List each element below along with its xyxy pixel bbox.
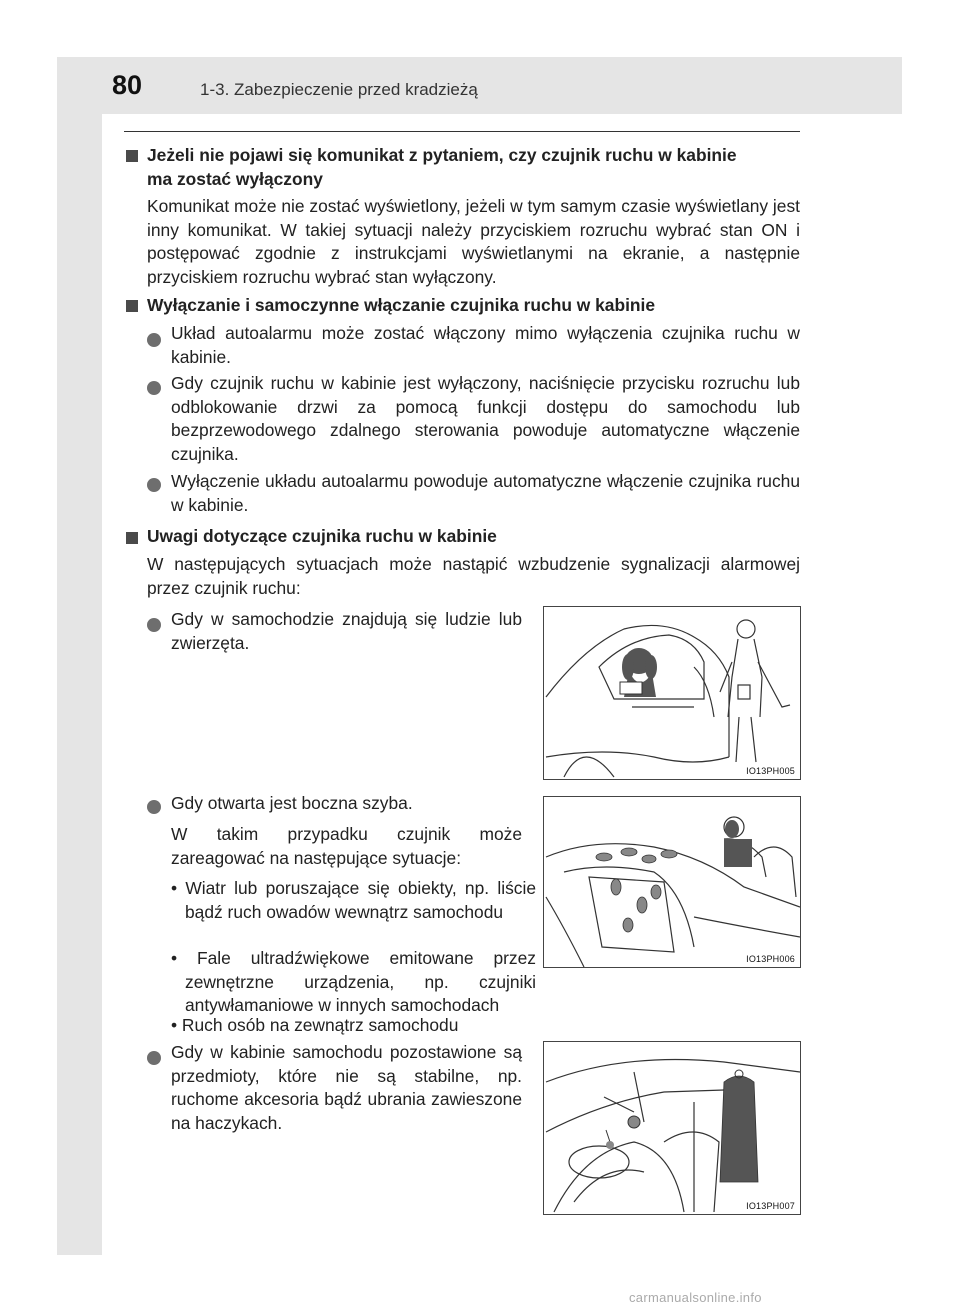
- section-body: Komunikat może nie zostać wyświetlony, jeżeli w tym samym czasie wyświetlany jest inny komunikat. W takiej sytuacji należy przyciskiem rozruchu wybrać stan ON i postępować zgodnie z instrukcjami wyświetlanymi na ekranie, a następnie przyciskiem rozruchu wybrać stan wyłączony.: [147, 196, 800, 287]
- watermark-footer[interactable]: carmanualsonline.info: [629, 1290, 762, 1305]
- page-number: 80: [112, 70, 143, 100]
- bullet-dot: [147, 800, 161, 814]
- figure-code: IO13PH005: [746, 766, 795, 776]
- bullet-subtext: W takim przypadku czujnik może zareagować na następujące sytuacje:: [171, 824, 522, 868]
- header-rule: [124, 131, 800, 132]
- car-interior-illustration: [544, 1042, 800, 1214]
- bullet-dot: [147, 618, 161, 632]
- sub-bullet: • Fale ultradźwiękowe emitowane przez zewnętrzne urządzenia, np. czujniki antywłamaniowe w innych samochodach: [171, 948, 536, 1015]
- figure-open-window: [543, 796, 801, 968]
- bullet-dot: [147, 381, 161, 395]
- bullet-dot: [147, 478, 161, 492]
- bullet-text: Gdy otwarta jest boczna szyba.: [171, 793, 413, 813]
- section-heading: Uwagi dotyczące czujnika ruchu w kabinie: [147, 526, 497, 546]
- bullet-text: Gdy w kabinie samochodu pozostawione są przedmioty, które nie są stabilne, np. ruchome akcesoria bądź ubrania zawieszone na haczykach.: [171, 1042, 522, 1133]
- figure-code: IO13PH006: [746, 954, 795, 964]
- car-dog-illustration: [544, 607, 800, 779]
- section-heading: Wyłączanie i samoczynne włączanie czujnika ruchu w kabinie: [147, 295, 656, 315]
- open-window-illustration: [544, 797, 800, 967]
- bullet-text: Gdy w samochodzie znajdują się ludzie lub zwierzęta.: [171, 609, 522, 653]
- figure-code: IO13PH007: [746, 1201, 795, 1211]
- bullet-text: Układ autoalarmu może zostać włączony mimo wyłączenia czujnika ruchu w kabinie.: [171, 323, 800, 367]
- heading-line: ma zostać wyłączony: [147, 168, 323, 189]
- sub-bullet: • Wiatr lub poruszające się obiekty, np. liście bądź ruch owadów wewnątrz samochodu: [171, 878, 536, 922]
- bullet-text: Gdy czujnik ruchu w kabinie jest wyłączony, naciśnięcie przycisku rozruchu lub odblokowanie drzwi za pomocą funkcji dostępu do samochodu lub bezprzewodowego zdalnego sterowania powoduje automatyczne włączenie czujnika.: [171, 373, 800, 464]
- bullet-text: Wyłączenie układu autoalarmu powoduje automatyczne włączenie czujnika ruchu w kabinie.: [171, 471, 800, 515]
- figure-car-interior: [543, 1041, 801, 1215]
- section-square-marker: [126, 150, 138, 162]
- section-title: 1-3. Zabezpieczenie przed kradzieżą: [200, 80, 478, 99]
- bullet-dot: [147, 333, 161, 347]
- section-heading: [147, 144, 800, 191]
- section-square-marker: [126, 532, 138, 544]
- heading-line: Jeżeli nie pojawi się komunikat z pytaniem, czy czujnik ruchu w kabinie: [147, 145, 737, 165]
- sub-bullet: • Ruch osób na zewnątrz samochodu: [171, 1015, 459, 1035]
- figure-dog-in-car: [543, 606, 801, 780]
- section-square-marker: [126, 300, 138, 312]
- page-margin-band: [57, 57, 102, 1255]
- section-intro: W następujących sytuacjach może nastąpić wzbudzenie sygnalizacji alarmowej przez czujnik ruchu:: [147, 554, 800, 598]
- bullet-dot: [147, 1051, 161, 1065]
